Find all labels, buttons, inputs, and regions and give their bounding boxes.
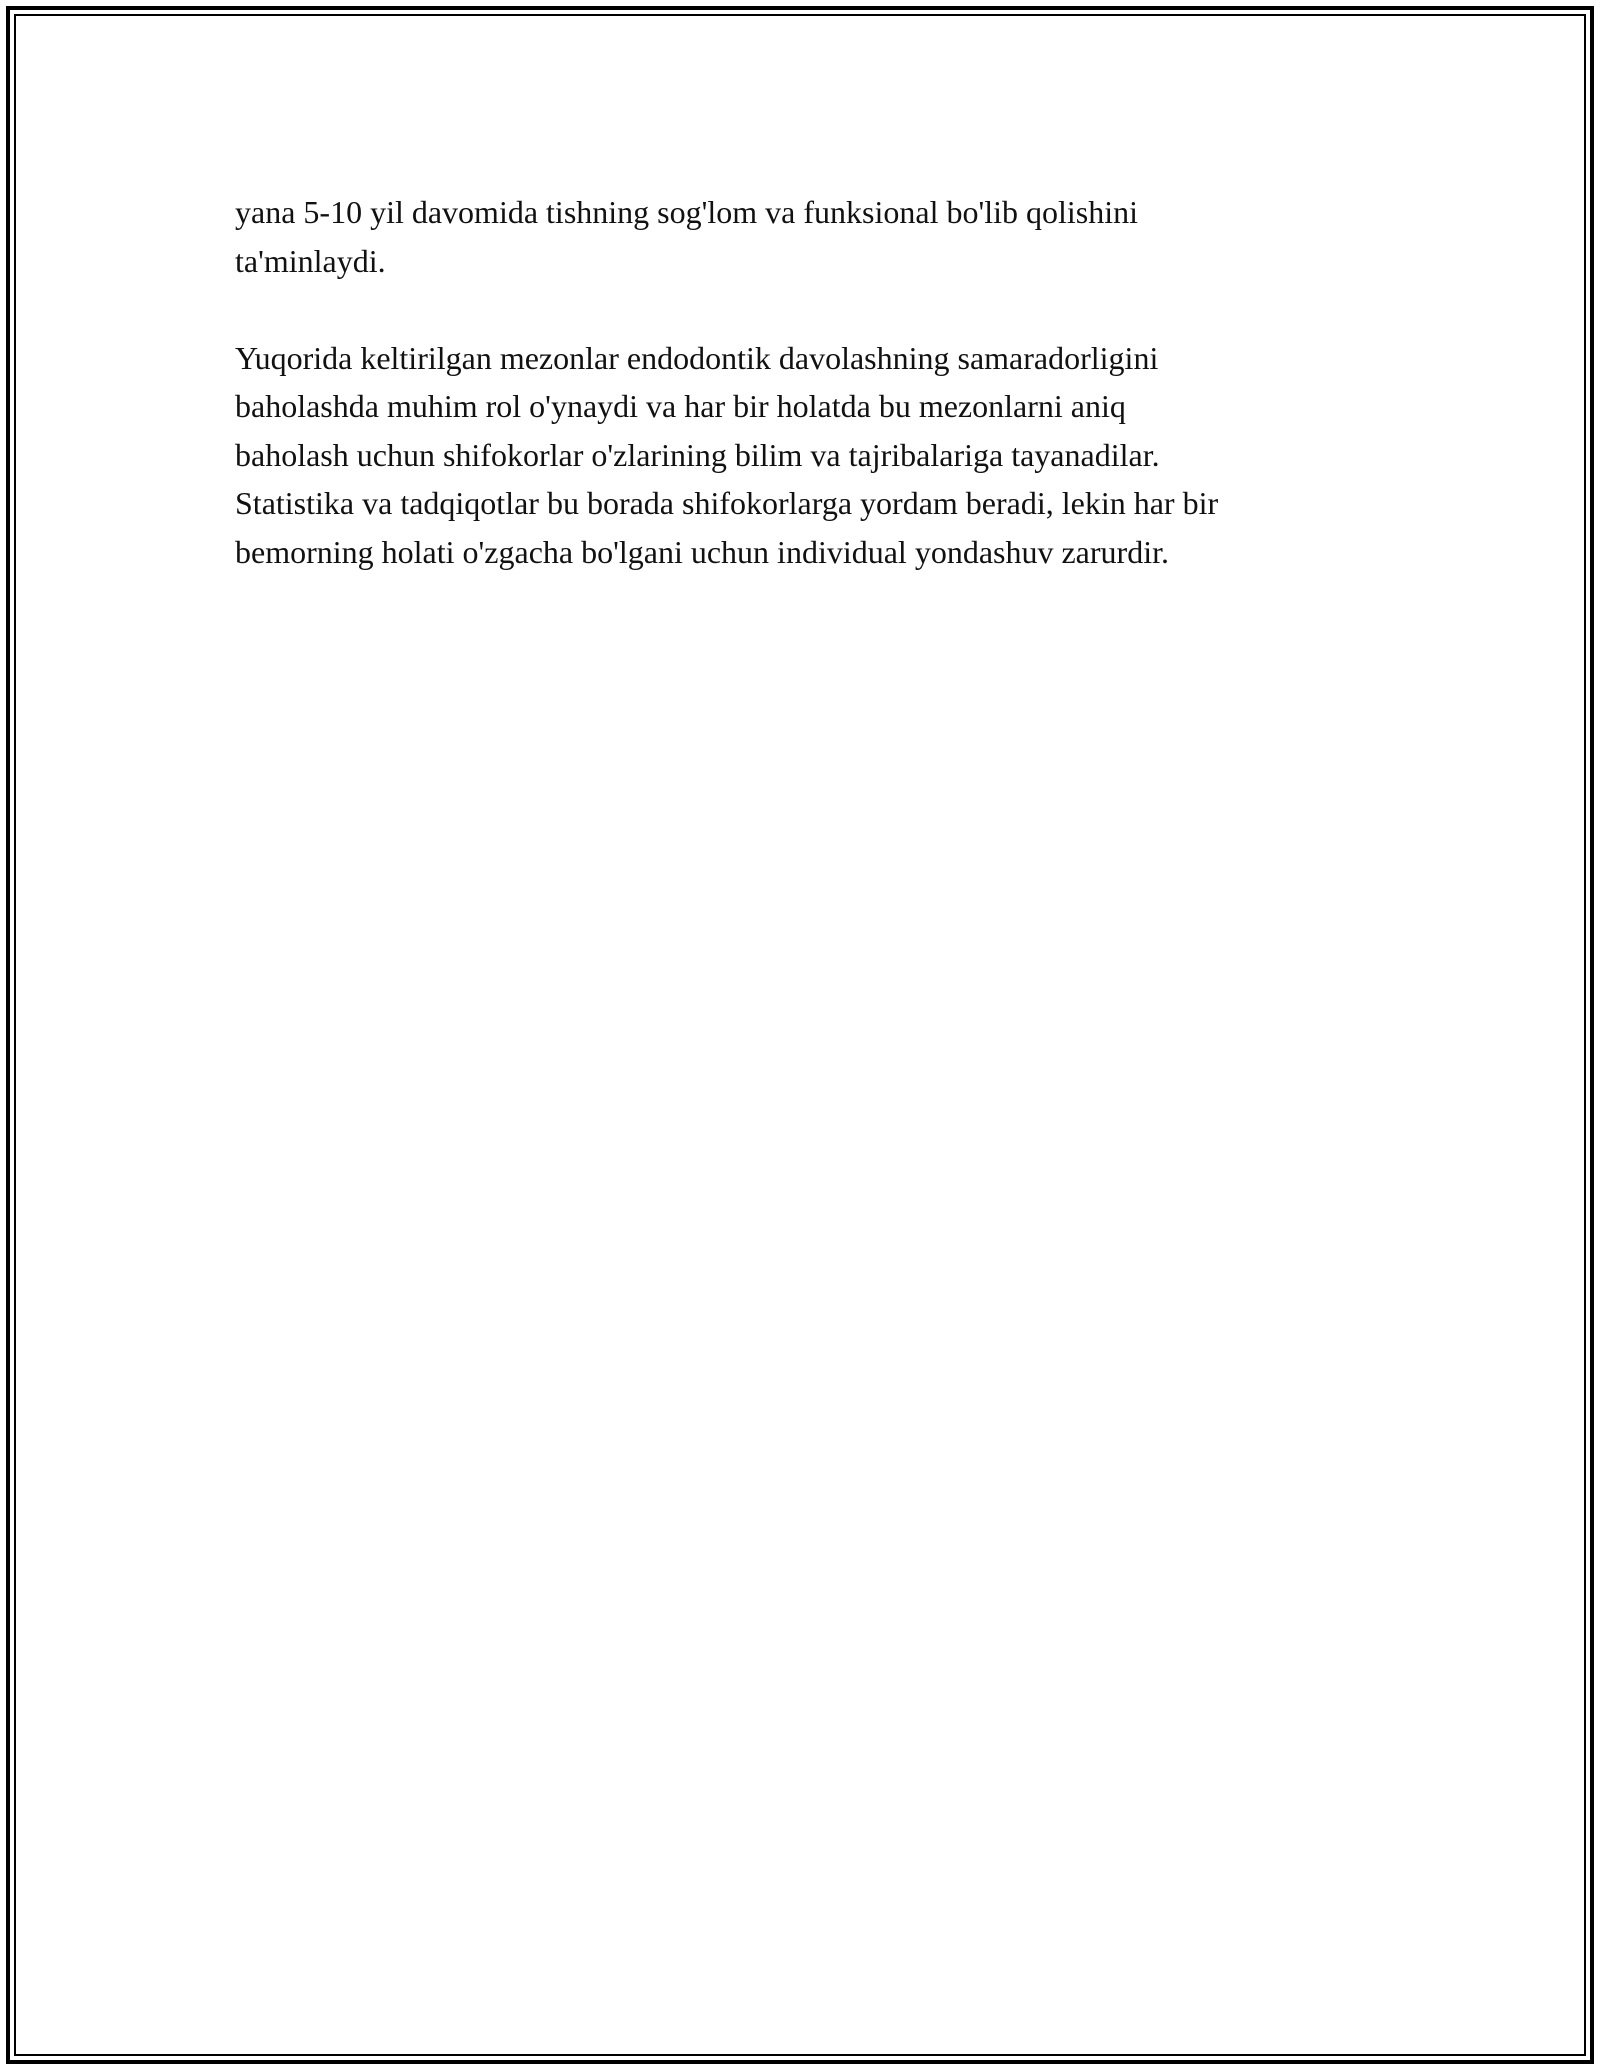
- paragraph-continuation: yana 5-10 yil davomida tishning sog'lom va funksional bo'lib qolishini ta'minlaydi.: [235, 194, 1139, 279]
- page-content: [235, 188, 1385, 576]
- paragraph-conclusion: Yuqorida keltirilgan mezonlar endodontik davolashning samaradorligini baholashda muhim rol o'ynaydi va har bir holatda bu mezonlarni aniq baholash uchun shifokorlar o'zlarining bilim va tajribalariga tayanadilar. Statistika va tadqiqotlar bu borada shifokorlarga yordam beradi, lekin har bir bemorning holati o'zgacha bo'lgani uchun individual yondashuv zarurdir.: [235, 339, 1219, 570]
